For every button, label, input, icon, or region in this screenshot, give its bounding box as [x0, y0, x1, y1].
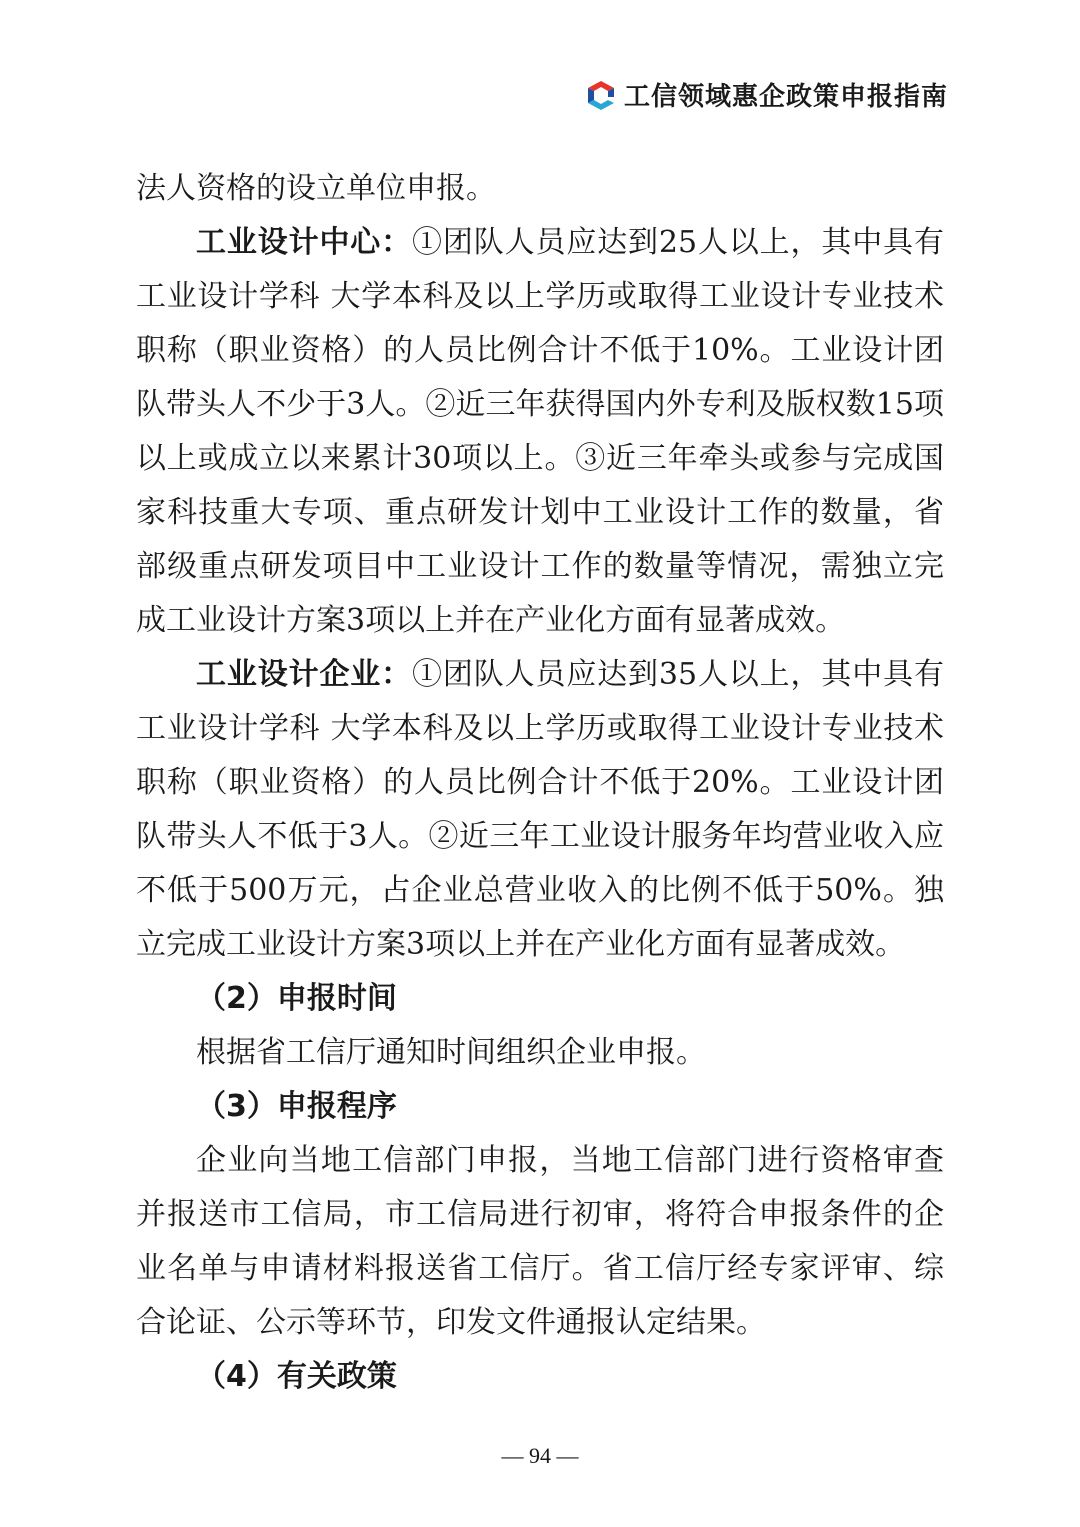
paragraph-design-enterprise [136, 648, 944, 972]
design-enterprise-text: ①团队人员应达到35人以上，其中具有工业设计学科 大学本科及以上学历或取得工业设计专业技术职称（职业资格）的人员比例合计不低于20%。工业设计团队带头人不低于3人。②近三年工业设计服务年均营业收入应不低于500万元，占企业总营业收入的比例不低于50%。独立完成工业设计方案3项以上并在产业化方面有显著成效。 [136, 657, 944, 962]
design-center-label: 工业设计中心： [196, 225, 413, 260]
paragraph-design-center [136, 216, 944, 648]
section-heading-policy: （4）有关政策 [196, 1359, 397, 1394]
paragraph-continuation: 法人资格的设立单位申报。 [136, 171, 496, 206]
design-center-text: ①团队人员应达到25人以上，其中具有工业设计学科 大学本科及以上学历或取得工业设计专业技术职称（职业资格）的人员比例合计不低于10%。工业设计团队带头人不少于3人。②近三年获得国内外专利及版权数15项以上或成立以来累计30项以上。③近三年牵头或参与完成国家科技重大专项、重点研发计划中工业设计工作的数量，省部级重点研发项目中工业设计工作的数量等情况，需独立完成工业设计方案3项以上并在产业化方面有显著成效。 [136, 225, 944, 638]
paragraph-time: 根据省工信厅通知时间组织企业申报。 [196, 1035, 706, 1070]
page-number: — 94 — [501, 1443, 579, 1468]
page-header [584, 76, 948, 113]
paragraph-procedure: 企业向当地工信部门申报，当地工信部门进行资格审查并报送市工信局，市工信局进行初审，将符合申报条件的企业名单与申请材料报送省工信厅。省工信厅经专家评审、综合论证、公示等环节，印发文件通报认定结果。 [136, 1143, 944, 1340]
page-content [136, 162, 944, 1404]
design-enterprise-label: 工业设计企业： [196, 657, 413, 692]
section-heading-procedure: （3）申报程序 [196, 1089, 397, 1124]
guide-logo-icon [584, 78, 618, 112]
section-heading-time: （2）申报时间 [196, 981, 397, 1016]
header-title: 工信领域惠企政策申报指南 [623, 82, 948, 112]
